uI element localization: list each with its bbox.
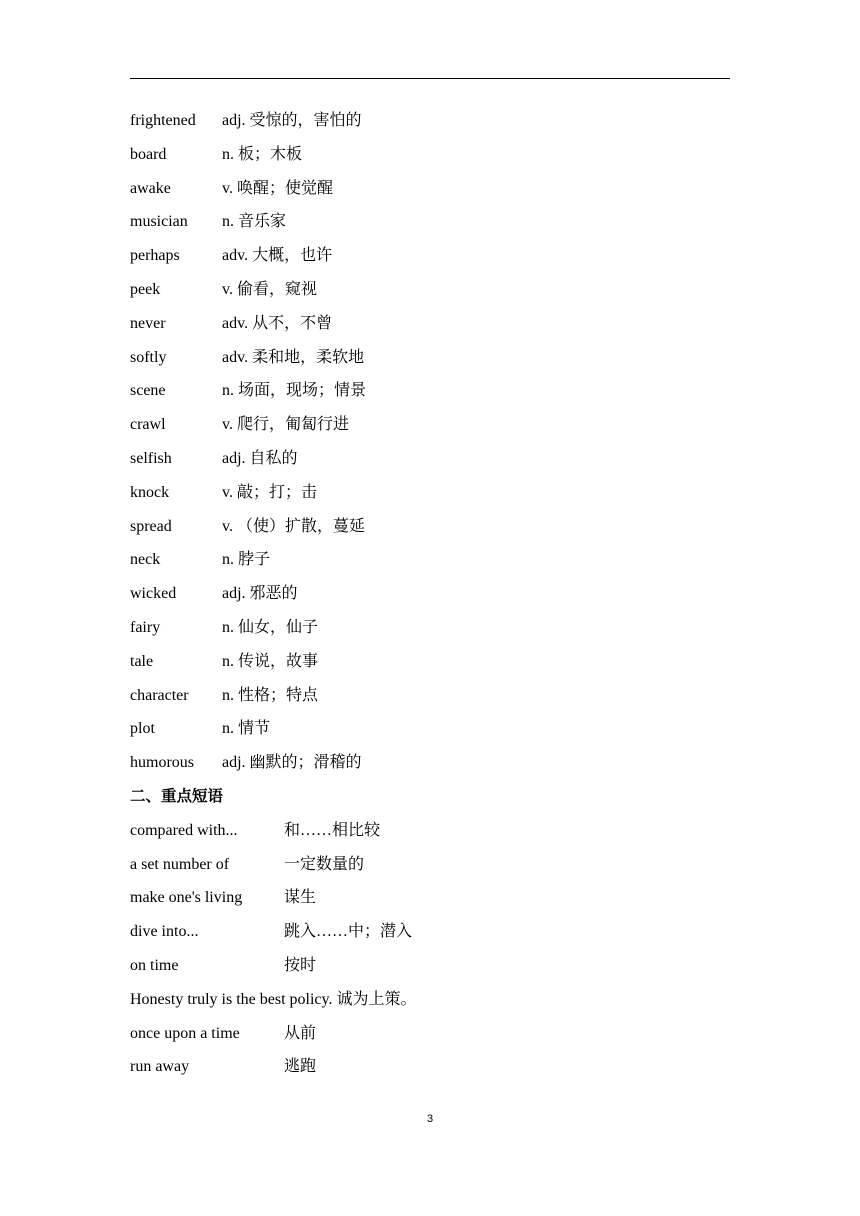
header-rule: [130, 78, 730, 79]
vocab-word: peek: [130, 280, 161, 298]
vocab-definition: n. 脖子: [222, 551, 271, 569]
phrase-row: [130, 949, 730, 983]
vocab-word: tale: [130, 652, 154, 670]
vocab-definition: v. （使）扩散，蔓延: [222, 517, 365, 535]
vocab-definition: v. 爬行，匍匐行进: [222, 416, 349, 434]
vocab-word: wicked: [130, 585, 177, 603]
vocab-row: [130, 172, 730, 206]
vocab-word: knock: [130, 483, 170, 501]
vocab-definition: n. 场面，现场；情景: [222, 382, 367, 400]
vocab-row: [130, 645, 730, 679]
vocab-row: [130, 374, 730, 408]
vocab-word: spread: [130, 517, 172, 535]
vocab-row: [130, 712, 730, 746]
vocab-row: [130, 476, 730, 510]
phrase-row: [130, 881, 730, 915]
vocab-row: [130, 205, 730, 239]
vocab-definition: n. 传说，故事: [222, 652, 319, 670]
vocab-definition: adj. 受惊的，害怕的: [222, 112, 362, 129]
phrase-text: once upon a time: [130, 1024, 240, 1042]
phrase-meaning: 逃跑: [284, 1058, 317, 1076]
vocab-word: neck: [130, 551, 161, 569]
phrase-row: [130, 848, 730, 882]
vocab-definition: adv. 柔和地，柔软地: [222, 348, 365, 366]
vocab-definition: n. 性格；特点: [222, 686, 319, 704]
vocab-word: humorous: [130, 754, 194, 772]
vocab-row: [130, 104, 730, 138]
phrase-meaning: 按时: [284, 956, 317, 974]
vocab-row: [130, 408, 730, 442]
vocab-row: [130, 679, 730, 713]
vocab-definition: n. 情节: [222, 720, 271, 738]
vocab-definition: n. 音乐家: [222, 213, 287, 231]
vocab-definition: n. 板；木板: [222, 145, 303, 163]
vocab-definition: adj. 邪恶的: [222, 585, 298, 603]
phrase-meaning: 跳入……中；潜入: [284, 923, 413, 941]
vocab-row: [130, 341, 730, 375]
vocab-definition: adv. 从不，不曾: [222, 314, 333, 332]
vocab-word: awake: [130, 179, 171, 197]
vocab-definition: v. 唤醒；使觉醒: [222, 179, 333, 197]
phrase-meaning: 从前: [284, 1024, 317, 1042]
phrase-row: [130, 814, 730, 848]
phrase-meaning: 谋生: [284, 889, 317, 907]
example-sentence: Honesty truly is the best policy. 诚为上策。: [130, 990, 417, 1008]
page-content: [130, 104, 730, 1084]
vocab-word: board: [130, 145, 167, 163]
vocab-word: softly: [130, 348, 167, 366]
phrase-meaning: 和……相比较: [284, 821, 381, 839]
vocab-definition: adj. 自私的: [222, 449, 298, 467]
vocab-word: scene: [130, 382, 166, 400]
vocab-word: fairy: [130, 618, 161, 636]
phrase-text: on time: [130, 956, 179, 974]
phrase-row: [130, 1017, 730, 1051]
vocab-row: [130, 307, 730, 341]
vocab-word: character: [130, 686, 189, 704]
vocab-definition: v. 偷看，窥视: [222, 280, 317, 298]
phrase-text: make one's living: [130, 889, 243, 907]
vocab-row: [130, 138, 730, 172]
phrase-row: [130, 1050, 730, 1084]
vocab-row: [130, 577, 730, 611]
vocab-row: [130, 273, 730, 307]
phrase-text: a set number of: [130, 855, 230, 873]
phrase-text: run away: [130, 1058, 190, 1076]
vocab-row: [130, 611, 730, 645]
vocab-word: frightened: [130, 112, 196, 129]
vocab-word: plot: [130, 720, 155, 738]
phrase-row: [130, 915, 730, 949]
vocab-word: crawl: [130, 416, 166, 434]
section-heading: 二、重点短语: [130, 786, 224, 805]
phrase-text: dive into...: [130, 923, 199, 941]
vocab-row: [130, 510, 730, 544]
vocab-word: musician: [130, 213, 188, 231]
vocab-row: [130, 746, 730, 780]
vocab-row: [130, 239, 730, 273]
vocab-word: perhaps: [130, 247, 180, 265]
vocab-row: [130, 442, 730, 476]
phrase-meaning: 一定数量的: [284, 855, 365, 873]
vocab-word: selfish: [130, 449, 172, 467]
vocab-definition: v. 敲；打；击: [222, 483, 317, 501]
phrase-text: compared with...: [130, 821, 238, 839]
vocab-word: never: [130, 314, 166, 332]
vocab-definition: adj. 幽默的；滑稽的: [222, 754, 362, 772]
page-number: 3: [426, 1113, 434, 1125]
vocab-definition: adv. 大概，也许: [222, 247, 333, 265]
vocab-row: [130, 543, 730, 577]
vocab-definition: n. 仙女，仙子: [222, 618, 319, 636]
